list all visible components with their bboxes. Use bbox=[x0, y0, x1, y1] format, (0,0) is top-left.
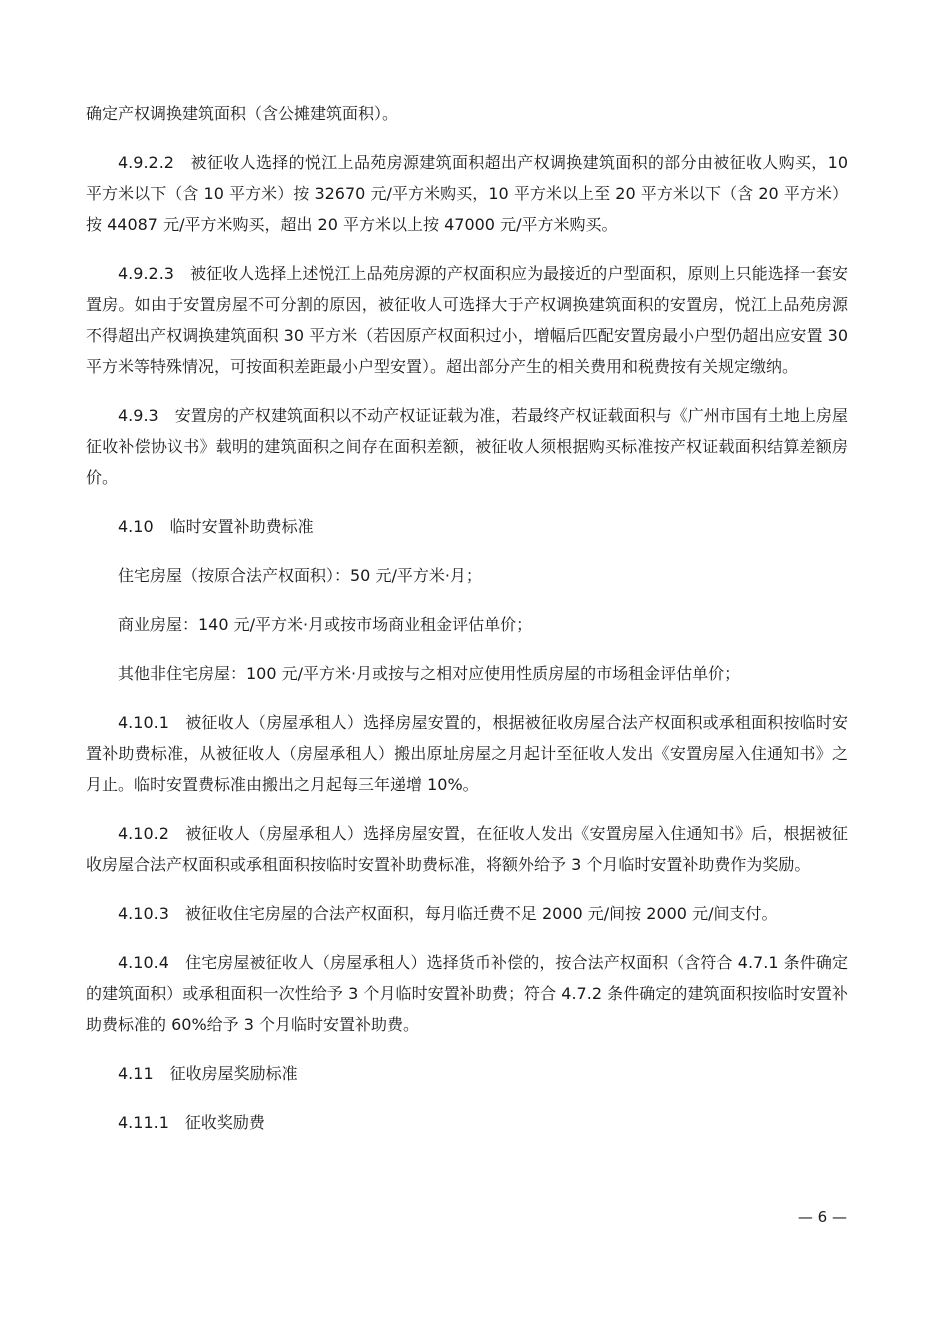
paragraph-continuation: 确定产权调换建筑面积（含公摊建筑面积）。 bbox=[86, 104, 399, 123]
paragraph-4-9-2-2: 4.9.2.2 被征收人选择的悦江上品苑房源建筑面积超出产权调换建筑面积的部分由被征收人购买，10 平方米以下（含 10 平方米）按 32670 元/平方米购买，10 平方米以上至 20 平方米以下（含 20 平方米）按 44087 元/平方米购买，超出 20 平方米以上按 47000 元/平方米购买。 bbox=[86, 153, 848, 234]
paragraph-4-9-3: 4.9.3 安置房的产权建筑面积以不动产权证证载为准，若最终产权证载面积与《广州市国有土地上房屋征收补偿协议书》载明的建筑面积之间存在面积差额，被征收人须根据购买标准按产权证载面积结算差额房价。 bbox=[86, 406, 848, 487]
paragraph-4-9-2-3: 4.9.2.3 被征收人选择上述悦江上品苑房源的产权面积应为最接近的户型面积，原则上只能选择一套安置房。如由于安置房屋不可分割的原因，被征收人可选择大于产权调换建筑面积的安置房，悦江上品苑房源不得超出产权调换建筑面积 30 平方米（若因原产权面积过小，增幅后匹配安置房最小户型仍超出应安置 30 平方米等特殊情况，可按面积差距最小户型安置）。超出部分产生的相关费用和税费按有关规定缴纳。 bbox=[86, 264, 848, 376]
paragraph-4-10-1: 4.10.1 被征收人（房屋承租人）选择房屋安置的，根据被征收房屋合法产权面积或承租面积按临时安置补助费标准，从被征收人（房屋承租人）搬出原址房屋之月起计至征收人发出《安置房屋入住通知书》之月止。临时安置费标准由搬出之月起每三年递增 10%。 bbox=[86, 713, 848, 794]
document-body bbox=[86, 98, 848, 1156]
paragraph-4-10-2: 4.10.2 被征收人（房屋承租人）选择房屋安置，在征收人发出《安置房屋入住通知书》后，根据被征收房屋合法产权面积或承租面积按临时安置补助费标准，将额外给予 3 个月临时安置补助费作为奖励。 bbox=[86, 824, 848, 874]
paragraph-4-10-3: 4.10.3 被征收住宅房屋的合法产权面积，每月临迁费不足 2000 元/间按 2000 元/间支付。 bbox=[118, 904, 778, 923]
paragraph-residential-rate: 住宅房屋（按原合法产权面积）：50 元/平方米·月； bbox=[118, 566, 482, 585]
heading-4-11: 4.11 征收房屋奖励标准 bbox=[118, 1064, 298, 1083]
paragraph-4-10-4: 4.10.4 住宅房屋被征收人（房屋承租人）选择货币补偿的，按合法产权面积（含符合 4.7.1 条件确定的建筑面积）或承租面积一次性给予 3 个月临时安置补助费；符合 4.7.2 条件确定的建筑面积按临时安置补助费标准的 60%给予 3 个月临时安置补助费。 bbox=[86, 953, 848, 1034]
heading-4-10: 4.10 临时安置补助费标准 bbox=[118, 517, 314, 536]
heading-4-11-1: 4.11.1 征收奖励费 bbox=[118, 1113, 265, 1132]
paragraph-commercial-rate: 商业房屋：140 元/平方米·月或按市场商业租金评估单价； bbox=[118, 615, 533, 634]
paragraph-other-rate: 其他非住宅房屋：100 元/平方米·月或按与之相对应使用性质房屋的市场租金评估单价； bbox=[118, 664, 741, 683]
page-number: — 6 — bbox=[797, 1208, 847, 1226]
